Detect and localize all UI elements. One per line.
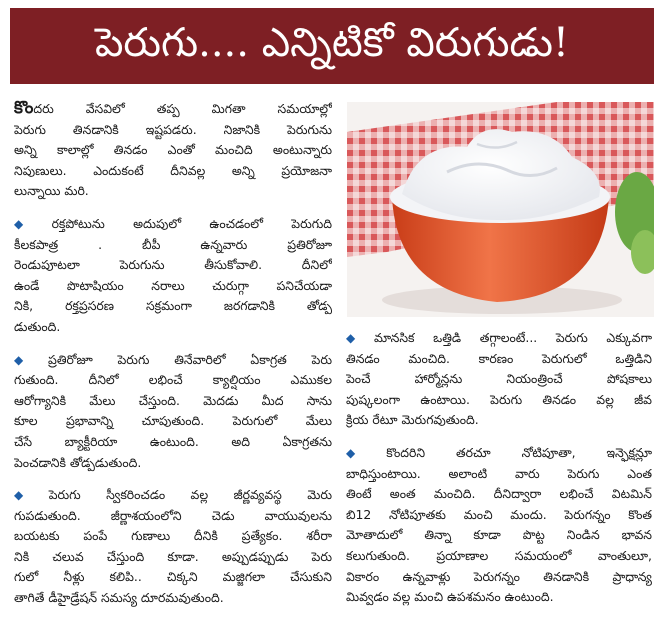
point-digestion: ◆ పెరుగు స్వీకరించడం వల్ల జీర్ణవ్యవస్థ మెరు గుపడుతుంది. జీర్ణాశయంలోని చెడు వాయువులను బయటకు పంపే గుణాలు దీనికి ప్రత్యేకం. శరీరా నికి చలువ చేస్తుంది కూడా. అప్పుడప్పుడు పెరు గులో నీళ్లు కలిపి.. చిక్కని మజ్జిగలా చేసుకుని తాగితే డీహైడ్రేషన్ సమస్య దూరమవుతుంది. [14, 487, 332, 606]
point-mouth-ulcers: ◆ కొందరిని తరచూ నోటిపూతా, ఇన్ఫెక్షన్లూ బాధిస్తుంటాయి. అలాంటి వారు పెరుగు ఎంత తింటే అంత మంచిది. దీనిద్వారా లభించే విటమిన్ బి12 నోటిపూతకు మంచి మందు. పెరుగన్నం కొంత మోతాదులో తిన్నా కూడా పొట్ట నిండిన భావన కలుగుతుంది. ప్రయాణాల సమయంలో వాంతులూ, వికారం ఉన్నవాళ్లు పెరుగన్నం తినడానికి ప్రాధాన్య మివ్వడం వల్ల మంచి ఉపశమనం ఉంటుంది. [346, 444, 652, 605]
point-concentration: ◆ ప్రతిరోజూ పెరుగు తినేవారిలో ఏకాగ్రత పెరు గుతుంది. దీనిలో లభించే క్యాల్షియం ఎముకల ఆరోగ్యానికి మేలు చేస్తుంది. మెదడు మీద సాను కూల ప్రభావాన్ని చూపుతుంది. పెరుగులో మేలు చేసే బ్యాక్టీరియా ఉంటుంది. అది ఏకాగ్రతను పెంచడానికి తోడ్పడుతుంది. [14, 351, 332, 470]
bullet-icon: ◆ [14, 216, 48, 231]
right-column [346, 328, 652, 620]
bullet-icon: ◆ [14, 488, 45, 503]
page-title: పెరుగు.... ఎన్నిటికో విరుగుడు! [94, 20, 570, 66]
bullet-icon: ◆ [346, 445, 383, 460]
dropcap: కొం [14, 98, 34, 118]
point-stress: ◆ మానసిక ఒత్తిడి తగ్గాలంటే... పెరుగు ఎక్కువగా తినడం మంచిది. కారణం పెరుగులో ఒత్తిడిని పెంచే హార్మోన్లను నియంత్రించే పోషకాలు పుష్కలంగా ఉంటాయి. పెరుగు తినడం వల్ల జీవ క్రియ రేటూ మెరుగవుతుంది. [346, 330, 652, 428]
title-banner [10, 8, 654, 84]
point-blood-pressure: ◆ రక్తపోటును అదుపులో ఉంచడంలో పెరుగుది కీలకపాత్ర . బీపీ ఉన్నవారు ప్రతిరోజూ రెండుపూటలా పెరుగును తీసుకోవాలి. దీనిలో ఉండే పొటాషియం నరాలు చురుగ్గా పనిచేయడా నికి, రక్తప్రసరణ సక్రమంగా జరగడానికి తోడ్ప డుతుంది. [14, 215, 332, 334]
left-column [14, 98, 332, 621]
curd-bowl-photo [347, 102, 654, 317]
bullet-icon: ◆ [346, 331, 370, 345]
bullet-icon: ◆ [14, 352, 45, 367]
intro-paragraph: కొందరు వేసవిలో తప్ప మిగతా సమయాల్లో పెరుగు తినడానికి ఇష్టపడరు. నిజానికి పెరుగును అన్ని కాలాల్లో తినడం ఎంతో మంచిది అంటున్నారు నిపుణులు. ఎందుకంటే దీనివల్ల అన్ని ప్రయోజనా లున్నాయి మరి. [14, 98, 332, 199]
